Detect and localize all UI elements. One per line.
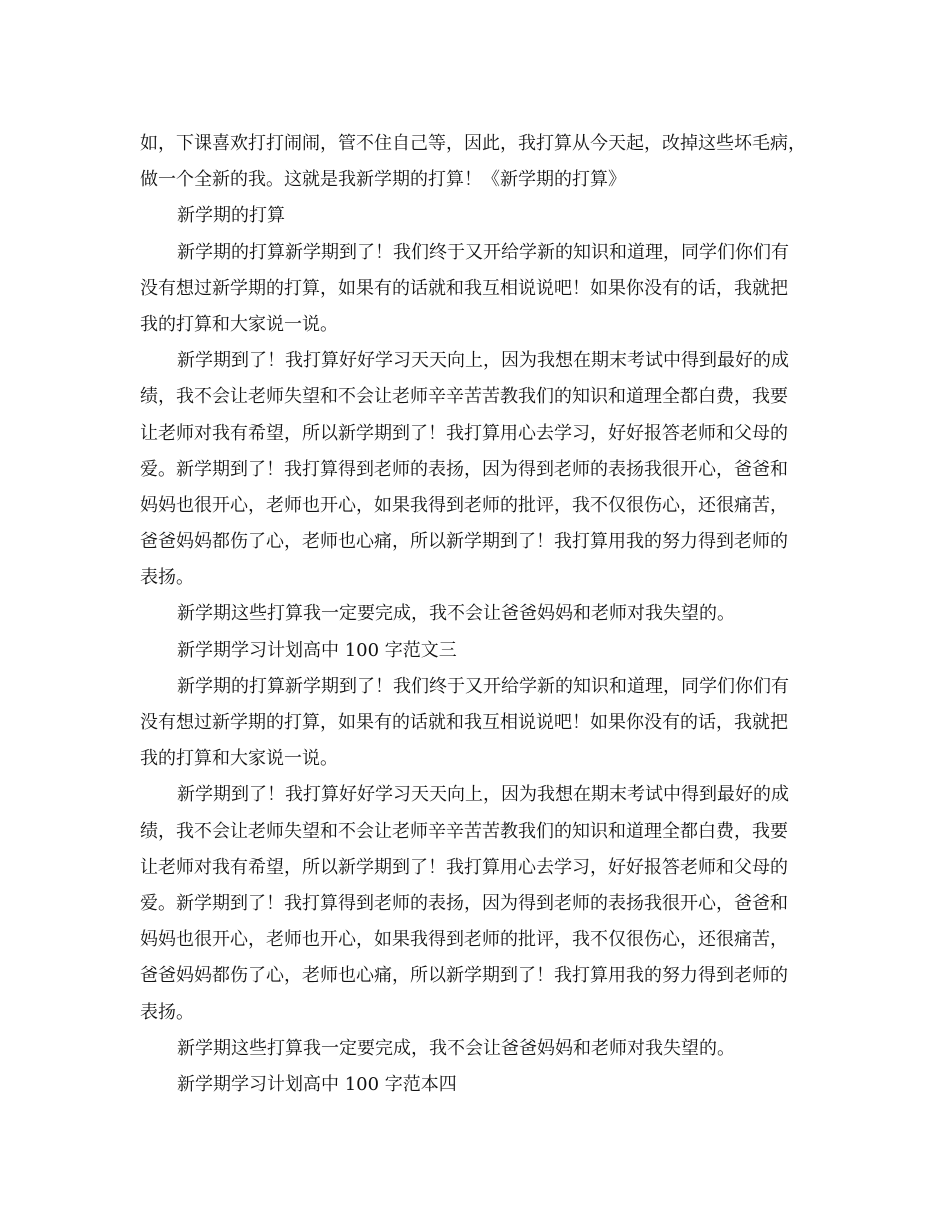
text-line: 新学期到了！我打算好好学习天天向上，因为我想在期末考试中得到最好的成 — [177, 350, 789, 372]
text-line: 新学期这些打算我一定要完成，我不会让爸爸妈妈和老师对我失望的。 — [177, 1037, 735, 1059]
text-line: 没有想过新学期的打算，如果有的话就和我互相说说吧！如果你没有的话，我就把 — [140, 712, 788, 733]
text-line: 做一个全新的我。这就是我新学期的打算！《新学期的打算》 — [140, 169, 626, 191]
text-line: 妈妈也很开心，老师也开心，如果我得到老师的批评，我不仅很伤心，还很痛苦， — [140, 494, 788, 516]
text-line: 让老师对我有希望，所以新学期到了！我打算用心去学习，好好报答老师和父母的 — [140, 856, 788, 878]
text-line: 绩，我不会让老师失望和不会让老师辛辛苦苦教我们的知识和道理全都白费，我要 — [140, 820, 788, 842]
text-line: 新学期的打算新学期到了！我们终于又开给学新的知识和道理，同学们你们有 — [177, 675, 789, 697]
text-line: 妈妈也很开心，老师也开心，如果我得到老师的批评，我不仅很伤心，还很痛苦， — [140, 929, 788, 951]
text-line: 爸爸妈妈都伤了心，老师也心痛，所以新学期到了！我打算用我的努力得到老师的 — [140, 965, 788, 987]
text-line: 新学期学习计划高中 100 字范本四 — [177, 1073, 457, 1095]
text-line: 爱。新学期到了！我打算得到老师的表扬，因为得到老师的表扬我很开心，爸爸和 — [140, 458, 788, 480]
text-line: 如，下课喜欢打打闹闹，管不住自己等，因此，我打算从今天起，改掉这些坏毛病， — [140, 133, 806, 154]
text-line: 表扬。 — [140, 1001, 194, 1023]
text-line: 我的打算和大家说一说。 — [140, 748, 338, 770]
text-line: 爱。新学期到了！我打算得到老师的表扬，因为得到老师的表扬我很开心，爸爸和 — [140, 892, 788, 914]
text-line: 新学期这些打算我一定要完成，我不会让爸爸妈妈和老师对我失望的。 — [177, 603, 735, 625]
text-line: 没有想过新学期的打算，如果有的话就和我互相说说吧！如果你没有的话，我就把 — [140, 277, 788, 299]
text-line: 新学期到了！我打算好好学习天天向上，因为我想在期末考试中得到最好的成 — [177, 784, 789, 806]
text-line: 新学期学习计划高中 100 字范文三 — [177, 639, 457, 661]
text-line: 我的打算和大家说一说。 — [140, 313, 338, 335]
text-line: 表扬。 — [140, 567, 194, 589]
text-line: 新学期的打算 — [177, 205, 285, 227]
document-body — [140, 126, 820, 1103]
text-line: 新学期的打算新学期到了！我们终于又开给学新的知识和道理，同学们你们有 — [177, 241, 789, 263]
text-line: 绩，我不会让老师失望和不会让老师辛辛苦苦教我们的知识和道理全都白费，我要 — [140, 386, 788, 408]
text-line: 爸爸妈妈都伤了心，老师也心痛，所以新学期到了！我打算用我的努力得到老师的 — [140, 531, 788, 553]
text-line: 让老师对我有希望，所以新学期到了！我打算用心去学习，好好报答老师和父母的 — [140, 422, 788, 444]
